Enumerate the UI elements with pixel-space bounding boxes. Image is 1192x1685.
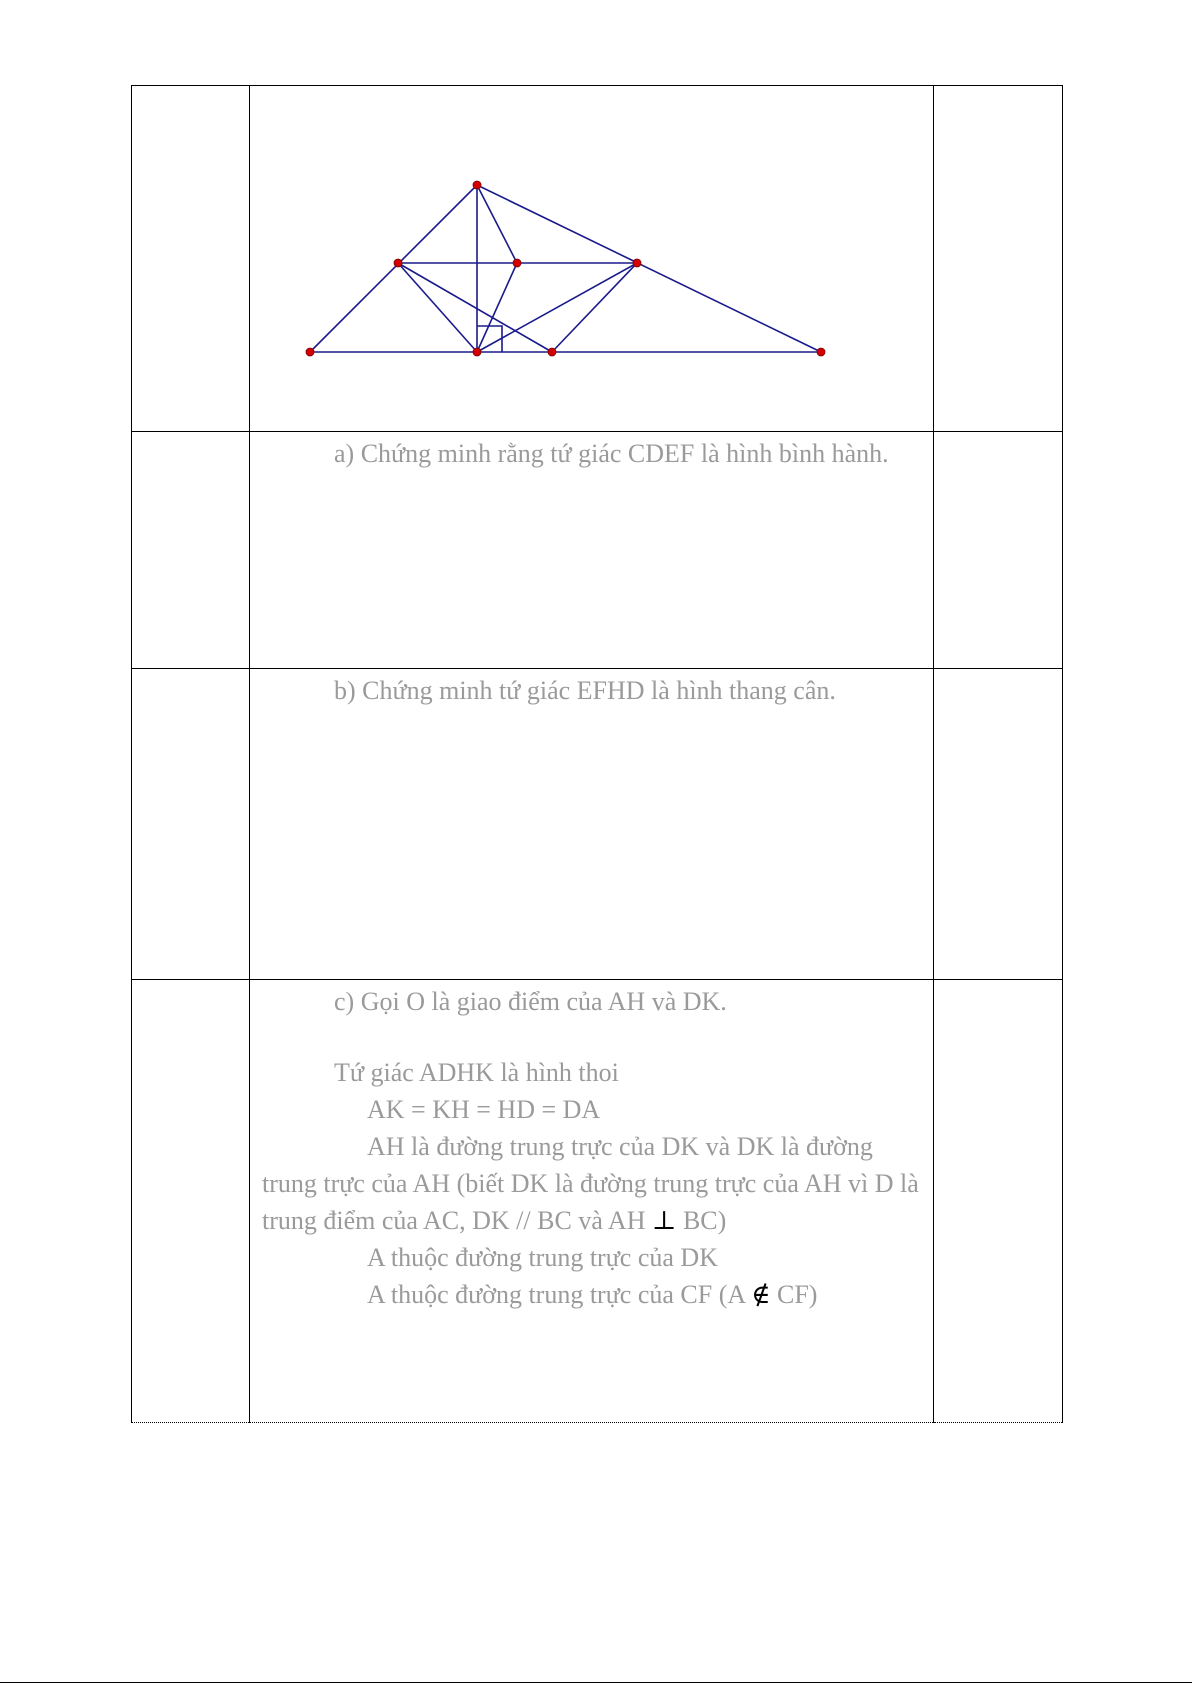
part-c-title: c) Gọi O là giao điểm của AH và DK. [334,987,727,1016]
part-a-text: a) Chứng minh rằng tứ giác CDEF là hình bình hành. [334,439,889,468]
figure-cell [250,86,934,432]
part-b-cell [250,669,934,980]
part-c-line3-text: AH là đường trung trực của DK và DK là đường trung trực của AH (biết DK là đường trung trực của AH vì D là trung điểm của AC, DK // BC và AH [262,1132,919,1235]
part-c-row [132,980,1063,1423]
part-a-cell [250,432,934,669]
score-cell [934,432,1063,669]
point-b [306,348,314,356]
point-k [513,259,521,267]
right-angle-mark [477,326,502,352]
point-e [633,259,641,267]
segment-e-h [477,263,637,352]
point-a [473,181,481,189]
page-bottom-rule [0,1682,1192,1683]
part-b-row [132,669,1063,980]
part-a-row [132,432,1063,669]
figure-row [132,86,1063,432]
point-f [548,348,556,356]
segment-ab [310,185,477,352]
part-c-line1: Tứ giác ADHK là hình thoi [334,1058,619,1087]
segment-a-k [477,185,517,263]
score-cell [934,980,1063,1423]
question-cell [132,669,250,980]
part-c-line3 [262,1128,921,1239]
geometry-figure [250,86,934,430]
part-c-line2: AK = KH = HD = DA [367,1095,601,1124]
score-cell [934,86,1063,432]
question-cell [132,86,250,432]
part-b-text: b) Chứng minh tứ giác EFHD là hình thang cân. [334,676,836,705]
part-c-line3-end: BC) [676,1206,727,1235]
part-c-line5-end: CF) [770,1280,818,1309]
segment-d-h [398,263,477,352]
part-c-line4: A thuộc đường trung trực của DK [367,1243,718,1272]
part-c-cell [250,980,934,1423]
perpendicular-symbol: ⊥ [651,1206,677,1235]
segment-d-f [398,263,552,352]
solution-table [131,85,1063,1423]
part-c-line5 [262,1276,921,1313]
point-h [473,348,481,356]
score-cell [934,669,1063,980]
part-c-line5-start: A thuộc đường trung trực của CF (A [367,1280,752,1309]
not-in-symbol: ∉ [751,1280,771,1309]
segment-ac [477,185,821,352]
point-d [394,259,402,267]
segment-e-f [552,263,637,352]
segment-k-h [477,263,517,352]
question-cell [132,980,250,1423]
point-c [817,348,825,356]
question-cell [132,432,250,669]
